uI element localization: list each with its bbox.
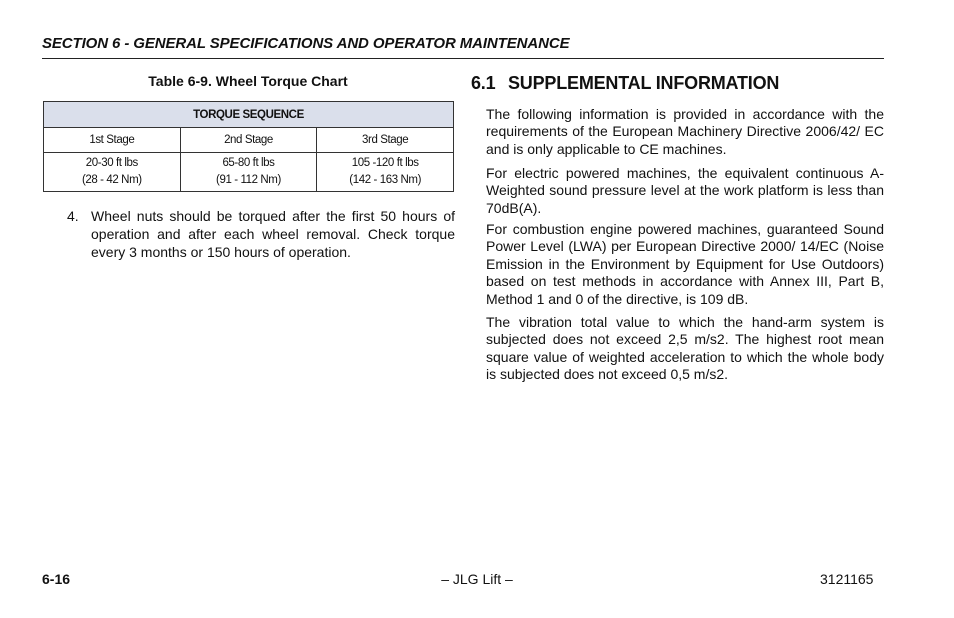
wheel-torque-table [43, 101, 454, 192]
stage-2-cell: 2nd Stage [180, 128, 317, 153]
header-rule [42, 58, 884, 59]
footer-publisher: – JLG Lift – [441, 571, 513, 587]
note-number: 4. [67, 208, 79, 224]
paragraph-ce-directive: The following information is provided in accordance with the requirements of the European Machinery Directive 2006/42/ EC and is only applicable to CE machines. [486, 106, 884, 157]
paragraph-vibration: The vibration total value to which the hand-arm system is subjected does not exceed 2,5 m/s2. The highest root mean square value of weighted acceleration to which the whole body is subjected does not exceed 0,5 m/s2. [486, 314, 884, 383]
stage-3-nm: (142 - 163 Nm) [349, 174, 422, 186]
stage-1-lbs: 20-30 ft lbs [85, 157, 138, 169]
wheel-nut-note [67, 207, 455, 261]
stage-1-nm: (28 - 42 Nm) [81, 174, 142, 186]
stage-2-lbs: 65-80 ft lbs [222, 157, 275, 169]
table-header-row [44, 102, 454, 128]
section-title: SUPPLEMENTAL INFORMATION [508, 73, 780, 93]
section-number: 6.1 [471, 73, 496, 93]
stage-2-value-cell [180, 153, 317, 192]
table-stage-row [44, 128, 454, 153]
note-text: Wheel nuts should be torqued after the first 50 hours of operation and after each wheel removal. Check torque every 3 months or 150 hours of operation. [91, 208, 455, 260]
page-number: 6-16 [42, 571, 71, 587]
table-value-row [44, 153, 454, 192]
section-header-title: SECTION 6 - GENERAL SPECIFICATIONS AND OPERATOR MAINTENANCE [42, 35, 570, 52]
torque-sequence-header: TORQUE SEQUENCE [44, 102, 454, 128]
table-caption: Table 6-9. Wheel Torque Chart [148, 73, 348, 89]
document-number: 3121165 [820, 571, 874, 587]
stage-3-value-cell [317, 153, 454, 192]
stage-2-nm: (91 - 112 Nm) [216, 174, 281, 186]
stage-1-cell: 1st Stage [44, 128, 181, 153]
stage-1-value-cell [44, 153, 181, 192]
paragraph-electric-sound: For electric powered machines, the equivalent continuous A-Weighted sound pressure level at the work platform is less than 70dB(A). [486, 165, 884, 216]
stage-3-cell: 3rd Stage [317, 128, 454, 153]
paragraph-combustion-sound: For combustion engine powered machines, guaranteed Sound Power Level (LWA) per European Directive 2000/ 14/EC (Noise Emission in the Environment by Equipment for Use Outdoors) based on test methods in accordance with Annex III, Part B, Method 1 and 0 of the directive, is 109 dB. [486, 221, 884, 307]
stage-3-lbs: 105 -120 ft lbs [351, 157, 419, 169]
section-heading [471, 73, 779, 94]
